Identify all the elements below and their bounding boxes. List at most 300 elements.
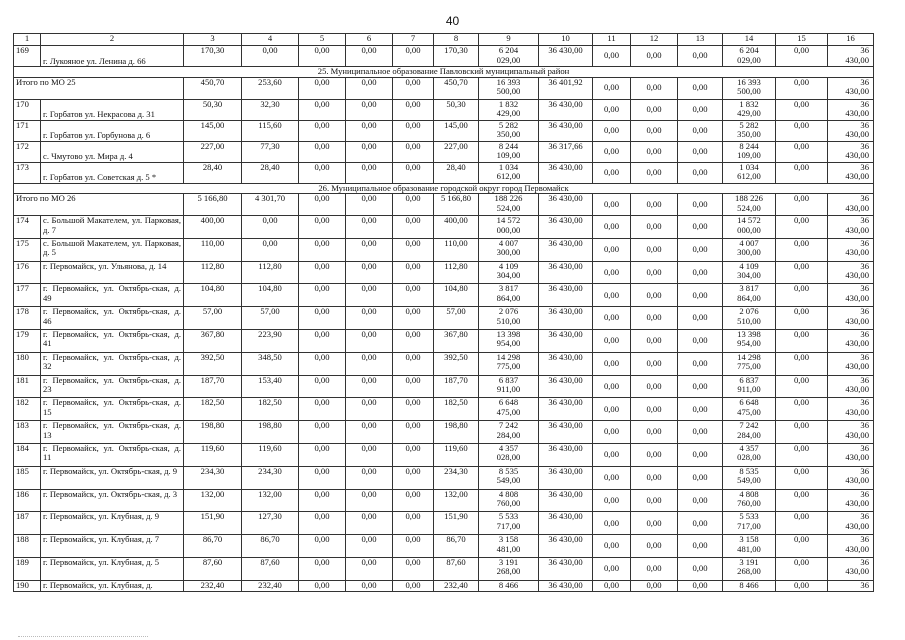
table-cell: 0,00 bbox=[393, 238, 434, 261]
table-cell: 4 109 304,00 bbox=[723, 261, 776, 284]
table-cell: 36 430,00 bbox=[539, 421, 593, 444]
table-cell: 13 398 954,00 bbox=[479, 329, 539, 352]
table-row bbox=[14, 120, 874, 141]
row-number: 179 bbox=[14, 329, 41, 352]
table-cell: 3 191 268,00 bbox=[479, 557, 539, 580]
table-cell: 0,00 bbox=[678, 580, 723, 591]
table-cell: 36 430,00 bbox=[828, 398, 874, 421]
column-header: 7 bbox=[393, 34, 434, 46]
table-cell: 36 430,00 bbox=[828, 535, 874, 558]
table-cell: 5 282 350,00 bbox=[479, 120, 539, 141]
table-cell: 188 226 524,00 bbox=[723, 194, 776, 216]
table-cell: 0,00 bbox=[776, 489, 828, 512]
table-row bbox=[14, 443, 874, 466]
column-header: 3 bbox=[184, 34, 242, 46]
table-cell: 36 430,00 bbox=[828, 162, 874, 183]
table-cell: 16 393 500,00 bbox=[479, 77, 539, 99]
table-cell: 28,40 bbox=[242, 162, 299, 183]
table-row bbox=[14, 261, 874, 284]
table-cell: 0,00 bbox=[299, 141, 346, 162]
table-cell: 253,60 bbox=[242, 77, 299, 99]
table-cell: 110,00 bbox=[184, 238, 242, 261]
table-cell: 132,00 bbox=[434, 489, 479, 512]
table-cell: 0,00 bbox=[776, 329, 828, 352]
table-cell: 0,00 bbox=[593, 99, 631, 120]
table-cell: 112,80 bbox=[434, 261, 479, 284]
table-cell: 132,00 bbox=[184, 489, 242, 512]
column-header: 14 bbox=[723, 34, 776, 46]
table-cell: 0,00 bbox=[678, 489, 723, 512]
table-cell: 36 430,00 bbox=[828, 194, 874, 216]
table-cell: 0,00 bbox=[776, 194, 828, 216]
table-cell: 16 393 500,00 bbox=[723, 77, 776, 99]
row-number: 174 bbox=[14, 216, 41, 239]
table-cell: 14 298 775,00 bbox=[723, 352, 776, 375]
table-cell: 0,00 bbox=[631, 216, 678, 239]
row-number: 190 bbox=[14, 580, 41, 591]
table-cell: 36 430,00 bbox=[539, 352, 593, 375]
table-cell: 115,60 bbox=[242, 120, 299, 141]
table-cell: 0,00 bbox=[299, 375, 346, 398]
row-number: 184 bbox=[14, 443, 41, 466]
table-cell: 182,50 bbox=[434, 398, 479, 421]
table-cell: 2 076 510,00 bbox=[723, 307, 776, 330]
table-cell: 0,00 bbox=[593, 398, 631, 421]
table-cell: 36 430,00 bbox=[539, 238, 593, 261]
table-cell: 0,00 bbox=[242, 46, 299, 67]
table-cell: 36 430,00 bbox=[828, 238, 874, 261]
address-cell: с. Большой Макателем, ул. Парковая, д. 7 bbox=[41, 216, 184, 239]
table-cell: 0,00 bbox=[299, 194, 346, 216]
table-cell: 0,00 bbox=[678, 352, 723, 375]
address-cell: г. Первомайск, ул. Октябрь-ская, д. 13 bbox=[41, 421, 184, 444]
table-cell: 132,00 bbox=[242, 489, 299, 512]
table-cell: 0,00 bbox=[299, 557, 346, 580]
table-cell: 50,30 bbox=[434, 99, 479, 120]
table-cell: 0,00 bbox=[678, 557, 723, 580]
table-cell: 0,00 bbox=[593, 284, 631, 307]
table-cell: 153,40 bbox=[242, 375, 299, 398]
table-cell: 0,00 bbox=[346, 261, 393, 284]
table-cell: 0,00 bbox=[593, 375, 631, 398]
table-cell: 0,00 bbox=[346, 99, 393, 120]
subtotal-row bbox=[14, 194, 874, 216]
table-cell: 0,00 bbox=[593, 46, 631, 67]
table-cell: 1 034 612,00 bbox=[479, 162, 539, 183]
table-cell: 3 158 481,00 bbox=[723, 535, 776, 558]
table-cell: 14 298 775,00 bbox=[479, 352, 539, 375]
table-cell: 0,00 bbox=[299, 77, 346, 99]
table-cell: 227,00 bbox=[184, 141, 242, 162]
table-cell: 0,00 bbox=[776, 398, 828, 421]
table-cell: 187,70 bbox=[184, 375, 242, 398]
table-cell: 0,00 bbox=[678, 421, 723, 444]
table-cell: 36 430,00 bbox=[828, 375, 874, 398]
table-cell: 0,00 bbox=[776, 580, 828, 591]
table-cell: 36 430,00 bbox=[539, 162, 593, 183]
table-cell: 0,00 bbox=[631, 466, 678, 489]
page-number: 40 bbox=[445, 14, 460, 28]
table-cell: 182,50 bbox=[184, 398, 242, 421]
table-cell: 0,00 bbox=[299, 352, 346, 375]
column-header: 16 bbox=[828, 34, 874, 46]
table-cell: 4 007 300,00 bbox=[479, 238, 539, 261]
table-cell: 0,00 bbox=[631, 77, 678, 99]
table-row bbox=[14, 580, 874, 591]
table-row bbox=[14, 512, 874, 535]
row-number: 169 bbox=[14, 46, 41, 67]
table-cell: 0,00 bbox=[678, 77, 723, 99]
table-cell: 234,30 bbox=[434, 466, 479, 489]
row-number: 186 bbox=[14, 489, 41, 512]
table-cell: 36 317,66 bbox=[539, 141, 593, 162]
table-cell: 0,00 bbox=[346, 46, 393, 67]
table-cell: 4 357 028,00 bbox=[723, 443, 776, 466]
address-cell: г. Первомайск, ул. Октябрь-ская, д. 9 bbox=[41, 466, 184, 489]
table-cell: 0,00 bbox=[299, 46, 346, 67]
table-cell: 0,00 bbox=[631, 284, 678, 307]
table-cell: 0,00 bbox=[346, 580, 393, 591]
table-cell: 0,00 bbox=[776, 120, 828, 141]
table-cell: 0,00 bbox=[678, 375, 723, 398]
row-number: 178 bbox=[14, 307, 41, 330]
table-cell: 0,00 bbox=[393, 489, 434, 512]
column-header: 8 bbox=[434, 34, 479, 46]
table-cell: 28,40 bbox=[434, 162, 479, 183]
table-cell: 0,00 bbox=[393, 99, 434, 120]
table-cell: 0,00 bbox=[631, 352, 678, 375]
table-cell: 0,00 bbox=[776, 535, 828, 558]
table-cell: 0,00 bbox=[393, 162, 434, 183]
table-cell: 0,00 bbox=[678, 238, 723, 261]
table-cell: 0,00 bbox=[631, 238, 678, 261]
table-cell: 57,00 bbox=[242, 307, 299, 330]
table-cell: 0,00 bbox=[299, 535, 346, 558]
table-cell: 400,00 bbox=[434, 216, 479, 239]
table-row bbox=[14, 557, 874, 580]
table-cell: 232,40 bbox=[434, 580, 479, 591]
table-cell: 0,00 bbox=[631, 194, 678, 216]
table-cell: 0,00 bbox=[299, 489, 346, 512]
table-cell: 0,00 bbox=[299, 216, 346, 239]
address-cell: г. Первомайск, ул. Клубная, д. bbox=[41, 580, 184, 591]
table-cell: 0,00 bbox=[593, 329, 631, 352]
table-cell: 36 430,00 bbox=[539, 261, 593, 284]
column-header: 15 bbox=[776, 34, 828, 46]
table-cell: 5 166,80 bbox=[434, 194, 479, 216]
table-cell: 0,00 bbox=[393, 352, 434, 375]
address-cell: г. Первомайск, ул. Октябрь-ская, д. 11 bbox=[41, 443, 184, 466]
table-cell: 170,30 bbox=[184, 46, 242, 67]
table-cell: 36 430,00 bbox=[539, 46, 593, 67]
table-row bbox=[14, 329, 874, 352]
table-cell: 0,00 bbox=[776, 162, 828, 183]
table-cell: 0,00 bbox=[631, 580, 678, 591]
address-cell: г. Первомайск, ул. Октябрь-ская, д. 15 bbox=[41, 398, 184, 421]
table-cell: 0,00 bbox=[393, 512, 434, 535]
table-cell: 0,00 bbox=[776, 238, 828, 261]
table-cell: 0,00 bbox=[393, 421, 434, 444]
table-cell: 0,00 bbox=[593, 557, 631, 580]
table-cell: 0,00 bbox=[631, 489, 678, 512]
table-cell: 0,00 bbox=[678, 466, 723, 489]
table-cell: 232,40 bbox=[242, 580, 299, 591]
subtotal-label: Итого по МО 26 bbox=[14, 194, 184, 216]
table-cell: 0,00 bbox=[346, 375, 393, 398]
row-number: 189 bbox=[14, 557, 41, 580]
row-number: 185 bbox=[14, 466, 41, 489]
table-cell: 0,00 bbox=[393, 284, 434, 307]
address-cell: г. Первомайск, ул. Октябрь-ская, д. 46 bbox=[41, 307, 184, 330]
table-cell: 0,00 bbox=[593, 216, 631, 239]
table-cell: 0,00 bbox=[393, 120, 434, 141]
table-cell: 36 430,00 bbox=[539, 375, 593, 398]
address-cell: г. Лукояное ул. Ленина д. 66 bbox=[41, 46, 184, 67]
table-cell: 0,00 bbox=[346, 141, 393, 162]
table-cell: 0,00 bbox=[346, 398, 393, 421]
address-cell: г. Первомайск, ул. Октябрь-ская, д. 41 bbox=[41, 329, 184, 352]
table-cell: 119,60 bbox=[434, 443, 479, 466]
table-cell: 187,70 bbox=[434, 375, 479, 398]
table-cell: 0,00 bbox=[776, 141, 828, 162]
table-cell: 36 430,00 bbox=[539, 466, 593, 489]
table-cell: 0,00 bbox=[299, 284, 346, 307]
row-number: 187 bbox=[14, 512, 41, 535]
table-cell: 3 817 864,00 bbox=[479, 284, 539, 307]
table-cell: 36 430,00 bbox=[828, 216, 874, 239]
footer-divider bbox=[18, 636, 148, 637]
table-cell: 86,70 bbox=[434, 535, 479, 558]
column-header: 11 bbox=[593, 34, 631, 46]
table-cell: 36 430,00 bbox=[539, 329, 593, 352]
table-cell: 8 535 549,00 bbox=[723, 466, 776, 489]
address-cell: с. Чмутово ул. Мира д. 4 bbox=[41, 141, 184, 162]
table-cell: 50,30 bbox=[184, 99, 242, 120]
table-cell: 0,00 bbox=[593, 307, 631, 330]
table-cell: 0,00 bbox=[346, 421, 393, 444]
data-table bbox=[13, 33, 874, 592]
row-number: 173 bbox=[14, 162, 41, 183]
table-cell: 0,00 bbox=[593, 120, 631, 141]
table-cell: 36 430,00 bbox=[828, 120, 874, 141]
table-cell: 151,90 bbox=[184, 512, 242, 535]
table-cell: 0,00 bbox=[678, 120, 723, 141]
table-cell: 367,80 bbox=[184, 329, 242, 352]
section-header-row bbox=[14, 67, 874, 78]
table-cell: 14 572 000,00 bbox=[479, 216, 539, 239]
address-cell: г. Первомайск, ул. Клубная, д. 9 bbox=[41, 512, 184, 535]
table-cell: 104,80 bbox=[242, 284, 299, 307]
table-cell: 110,00 bbox=[434, 238, 479, 261]
table-cell: 0,00 bbox=[678, 443, 723, 466]
table-cell: 36 430,00 bbox=[539, 284, 593, 307]
row-number: 170 bbox=[14, 99, 41, 120]
table-cell: 0,00 bbox=[593, 77, 631, 99]
table-cell: 0,00 bbox=[631, 307, 678, 330]
table-cell: 0,00 bbox=[593, 512, 631, 535]
table-cell: 5 282 350,00 bbox=[723, 120, 776, 141]
address-cell: г. Горбатов ул. Некрасова д. 31 bbox=[41, 99, 184, 120]
table-cell: 36 bbox=[828, 580, 874, 591]
table-cell: 367,80 bbox=[434, 329, 479, 352]
table-cell: 400,00 bbox=[184, 216, 242, 239]
table-cell: 36 430,00 bbox=[828, 421, 874, 444]
table-cell: 0,00 bbox=[299, 261, 346, 284]
address-cell: г. Первомайск, ул. Клубная, д. 5 bbox=[41, 557, 184, 580]
table-cell: 0,00 bbox=[776, 284, 828, 307]
table-cell: 0,00 bbox=[631, 421, 678, 444]
row-number: 181 bbox=[14, 375, 41, 398]
table-cell: 36 430,00 bbox=[828, 284, 874, 307]
table-cell: 0,00 bbox=[631, 398, 678, 421]
table-row bbox=[14, 421, 874, 444]
table-cell: 145,00 bbox=[434, 120, 479, 141]
table-cell: 7 242 284,00 bbox=[479, 421, 539, 444]
table-cell: 0,00 bbox=[393, 194, 434, 216]
table-cell: 0,00 bbox=[346, 329, 393, 352]
table-cell: 0,00 bbox=[593, 194, 631, 216]
table-cell: 145,00 bbox=[184, 120, 242, 141]
address-cell: г. Первомайск, ул. Ульянова, д. 14 bbox=[41, 261, 184, 284]
table-cell: 0,00 bbox=[242, 216, 299, 239]
table-cell: 0,00 bbox=[299, 580, 346, 591]
table-cell: 36 430,00 bbox=[539, 580, 593, 591]
table-cell: 13 398 954,00 bbox=[723, 329, 776, 352]
table-cell: 77,30 bbox=[242, 141, 299, 162]
table-cell: 36 430,00 bbox=[828, 512, 874, 535]
table-cell: 0,00 bbox=[593, 352, 631, 375]
table-cell: 182,50 bbox=[242, 398, 299, 421]
table-cell: 0,00 bbox=[346, 557, 393, 580]
table-cell: 14 572 000,00 bbox=[723, 216, 776, 239]
table-cell: 6 648 475,00 bbox=[723, 398, 776, 421]
table-cell: 57,00 bbox=[434, 307, 479, 330]
table-cell: 0,00 bbox=[776, 216, 828, 239]
table-cell: 227,00 bbox=[434, 141, 479, 162]
address-cell: г. Первомайск, ул. Октябрь-ская, д. 3 bbox=[41, 489, 184, 512]
table-cell: 4 007 300,00 bbox=[723, 238, 776, 261]
table-row bbox=[14, 375, 874, 398]
table-cell: 4 808 760,00 bbox=[479, 489, 539, 512]
table-cell: 0,00 bbox=[593, 489, 631, 512]
table-cell: 0,00 bbox=[346, 443, 393, 466]
row-number: 175 bbox=[14, 238, 41, 261]
table-cell: 0,00 bbox=[393, 580, 434, 591]
address-cell: г. Первомайск, ул. Октябрь-ская, д. 23 bbox=[41, 375, 184, 398]
table-cell: 0,00 bbox=[776, 443, 828, 466]
table-cell: 0,00 bbox=[631, 329, 678, 352]
table-cell: 6 204 029,00 bbox=[723, 46, 776, 67]
table-cell: 0,00 bbox=[678, 512, 723, 535]
table-cell: 0,00 bbox=[678, 162, 723, 183]
table-cell: 0,00 bbox=[776, 307, 828, 330]
address-cell: г. Первомайск, ул. Клубная, д. 7 bbox=[41, 535, 184, 558]
column-header: 9 bbox=[479, 34, 539, 46]
table-cell: 223,90 bbox=[242, 329, 299, 352]
table-cell: 0,00 bbox=[776, 512, 828, 535]
table-cell: 4 357 028,00 bbox=[479, 443, 539, 466]
table-cell: 28,40 bbox=[184, 162, 242, 183]
table-row bbox=[14, 535, 874, 558]
column-header: 4 bbox=[242, 34, 299, 46]
table-cell: 36 430,00 bbox=[828, 329, 874, 352]
table-cell: 0,00 bbox=[346, 307, 393, 330]
table-cell: 8 466 bbox=[479, 580, 539, 591]
table-cell: 4 109 304,00 bbox=[479, 261, 539, 284]
table-cell: 0,00 bbox=[346, 489, 393, 512]
table-cell: 0,00 bbox=[776, 46, 828, 67]
column-header: 10 bbox=[539, 34, 593, 46]
row-number: 188 bbox=[14, 535, 41, 558]
table-cell: 8 244 109,00 bbox=[479, 141, 539, 162]
table-cell: 0,00 bbox=[678, 398, 723, 421]
table-cell: 36 430,00 bbox=[539, 489, 593, 512]
table-cell: 36 401,92 bbox=[539, 77, 593, 99]
table-cell: 87,60 bbox=[242, 557, 299, 580]
table-cell: 36 430,00 bbox=[828, 99, 874, 120]
table-cell: 87,60 bbox=[434, 557, 479, 580]
table-cell: 5 533 717,00 bbox=[723, 512, 776, 535]
table-cell: 87,60 bbox=[184, 557, 242, 580]
table-row bbox=[14, 398, 874, 421]
table-cell: 36 430,00 bbox=[539, 99, 593, 120]
table-cell: 36 430,00 bbox=[828, 557, 874, 580]
table-cell: 0,00 bbox=[346, 512, 393, 535]
table-cell: 0,00 bbox=[593, 466, 631, 489]
table-cell: 6 648 475,00 bbox=[479, 398, 539, 421]
address-cell: с. Большой Макателем, ул. Парковая, д. 5 bbox=[41, 238, 184, 261]
table-cell: 198,80 bbox=[434, 421, 479, 444]
subtotal-row bbox=[14, 77, 874, 99]
table-cell: 0,00 bbox=[678, 535, 723, 558]
table-header-row bbox=[14, 34, 874, 46]
subtotal-label: Итого по МО 25 bbox=[14, 77, 184, 99]
table-cell: 0,00 bbox=[393, 46, 434, 67]
table-cell: 3 158 481,00 bbox=[479, 535, 539, 558]
table-cell: 0,00 bbox=[631, 162, 678, 183]
table-cell: 0,00 bbox=[631, 375, 678, 398]
table-cell: 6 837 911,00 bbox=[479, 375, 539, 398]
section-title: 26. Муниципальное образование городской округ город Первомайск bbox=[14, 183, 874, 194]
table-cell: 36 430,00 bbox=[539, 307, 593, 330]
table-cell: 0,00 bbox=[346, 77, 393, 99]
row-number: 171 bbox=[14, 120, 41, 141]
table-cell: 450,70 bbox=[184, 77, 242, 99]
table-cell: 0,00 bbox=[678, 284, 723, 307]
table-cell: 232,40 bbox=[184, 580, 242, 591]
table-cell: 392,50 bbox=[184, 352, 242, 375]
table-cell: 8 466 bbox=[723, 580, 776, 591]
table-cell: 36 430,00 bbox=[539, 512, 593, 535]
table-cell: 0,00 bbox=[776, 421, 828, 444]
row-number: 183 bbox=[14, 421, 41, 444]
table-row bbox=[14, 238, 874, 261]
table-cell: 0,00 bbox=[593, 443, 631, 466]
table-cell: 0,00 bbox=[393, 329, 434, 352]
table-cell: 86,70 bbox=[242, 535, 299, 558]
table-cell: 4 301,70 bbox=[242, 194, 299, 216]
table-cell: 0,00 bbox=[593, 162, 631, 183]
column-header: 6 bbox=[346, 34, 393, 46]
table-cell: 36 430,00 bbox=[828, 261, 874, 284]
table-cell: 392,50 bbox=[434, 352, 479, 375]
table-cell: 450,70 bbox=[434, 77, 479, 99]
section-title: 25. Муниципальное образование Павловский муниципальный район bbox=[14, 67, 874, 78]
table-cell: 0,00 bbox=[678, 141, 723, 162]
table-cell: 0,00 bbox=[678, 216, 723, 239]
table-cell: 0,00 bbox=[346, 238, 393, 261]
table-cell: 348,50 bbox=[242, 352, 299, 375]
